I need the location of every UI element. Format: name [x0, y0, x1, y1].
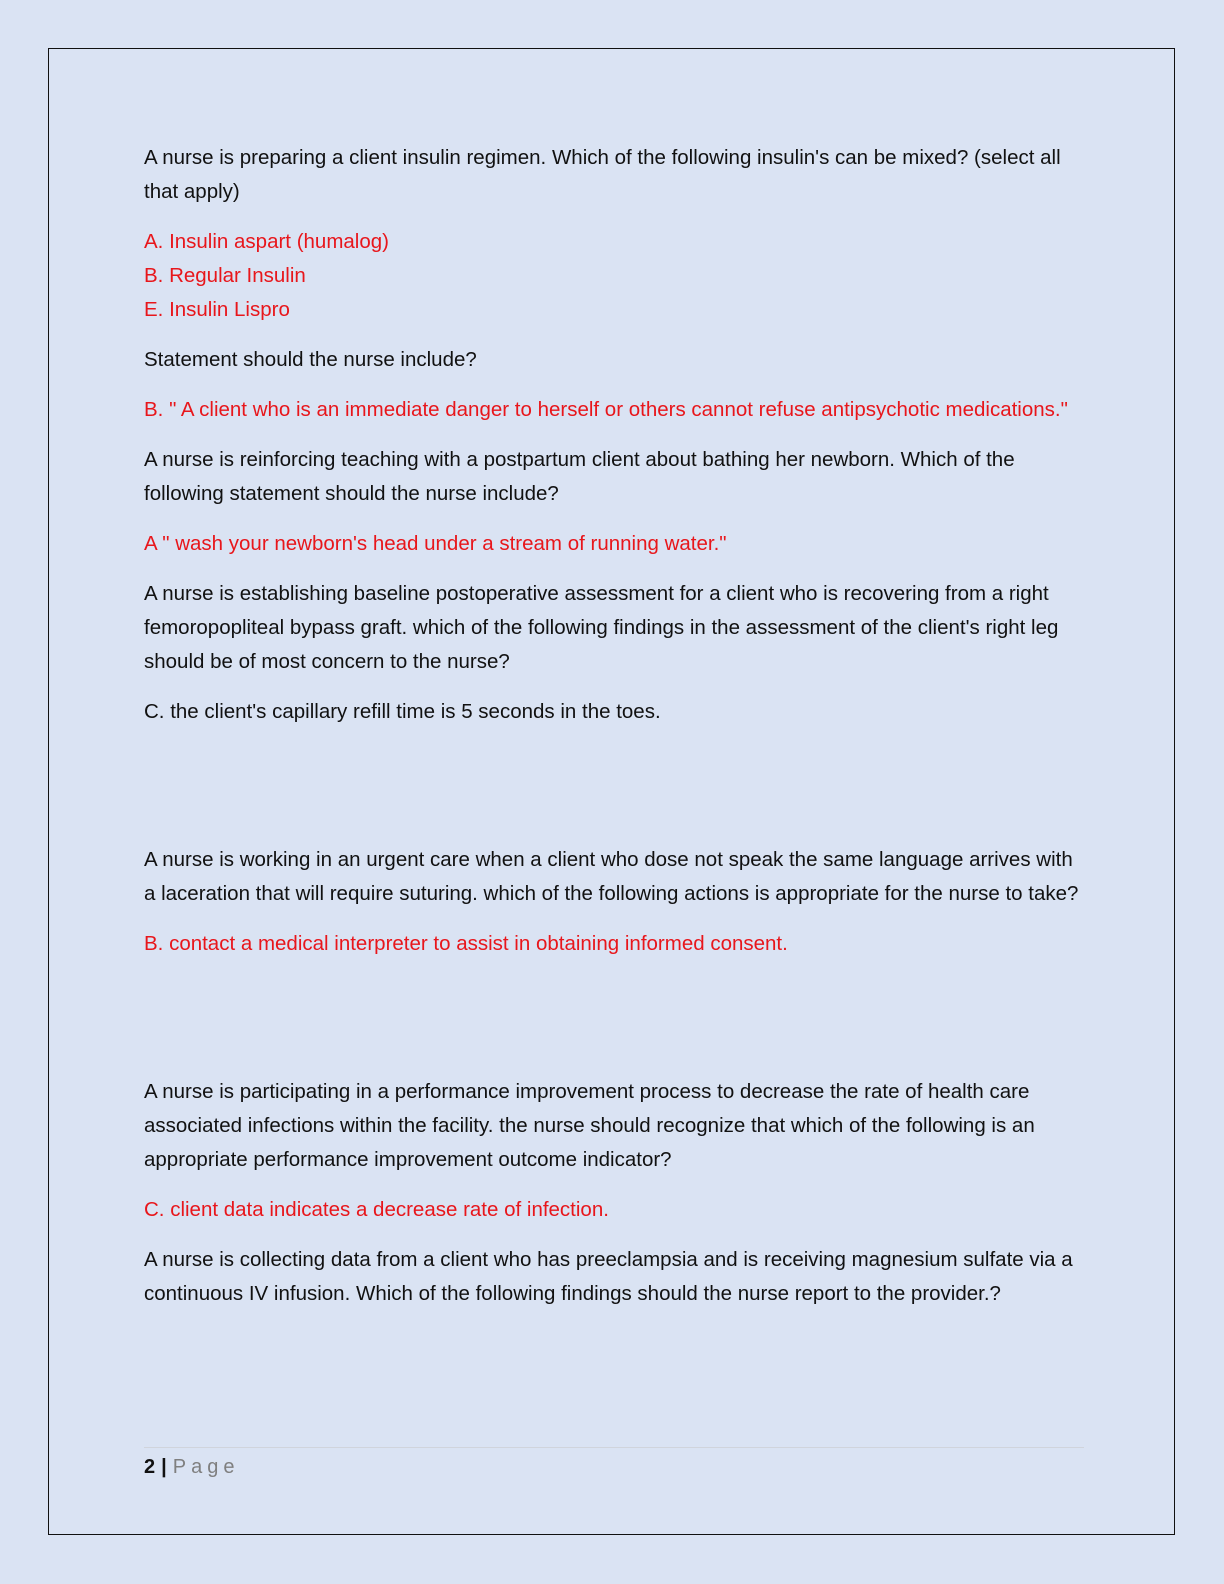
- footer-divider: [144, 1447, 1084, 1448]
- footer-separator: |: [161, 1456, 167, 1478]
- answer-statement: B. " A client who is an immediate danger to herself or others cannot refuse antipsychotic medications.": [144, 398, 1068, 421]
- question-newborn-bath: A nurse is reinforcing teaching with a postpartum client about bathing her newborn. Which of the following statement should the nurse include?: [144, 448, 1015, 505]
- question-statement: Statement should the nurse include?: [144, 348, 477, 371]
- answer-insulin-b: B. Regular Insulin: [144, 264, 306, 287]
- answer-newborn-bath: A " wash your newborn's head under a stream of running water.": [144, 532, 727, 555]
- page-number-line: [144, 1452, 1084, 1482]
- question-insulin: A nurse is preparing a client insulin regimen. Which of the following insulin's can be mixed? (select all that apply): [144, 146, 1061, 203]
- answer-performance: C. client data indicates a decrease rate of infection.: [144, 1198, 609, 1221]
- page-label: Page: [172, 1456, 240, 1478]
- answer-insulin-e: E. Insulin Lispro: [144, 298, 290, 321]
- page-number: 2: [144, 1456, 156, 1478]
- page-footer: [144, 1452, 1084, 1482]
- document-body: [144, 141, 1084, 1327]
- answer-insulin-a: A. Insulin aspart (humalog): [144, 230, 389, 253]
- question-interpreter: A nurse is working in an urgent care when a client who dose not speak the same language arrives with a laceration that will require suturing. which of the following actions is appropriate for the nurse to take?: [144, 848, 1079, 905]
- answer-bypass-graft: C. the client's capillary refill time is 5 seconds in the toes.: [144, 700, 661, 723]
- question-preeclampsia: A nurse is collecting data from a client who has preeclampsia and is receiving magnesium sulfate via a continuous IV infusion. Which of the following findings should the nurse report to the provider.?: [144, 1248, 1073, 1305]
- spacer: [144, 977, 1084, 1075]
- question-performance: A nurse is participating in a performance improvement process to decrease the rate of health care associated infections within the facility. the nurse should recognize that which of the following is an appropriate performance improvement outcome indicator?: [144, 1080, 1035, 1171]
- answer-interpreter: B. contact a medical interpreter to assist in obtaining informed consent.: [144, 932, 788, 955]
- question-bypass-graft: A nurse is establishing baseline postoperative assessment for a client who is recovering from a right femoropopliteal bypass graft. which of the following findings in the assessment of the client's right leg should be of most concern to the nurse?: [144, 582, 1059, 673]
- spacer: [144, 745, 1084, 843]
